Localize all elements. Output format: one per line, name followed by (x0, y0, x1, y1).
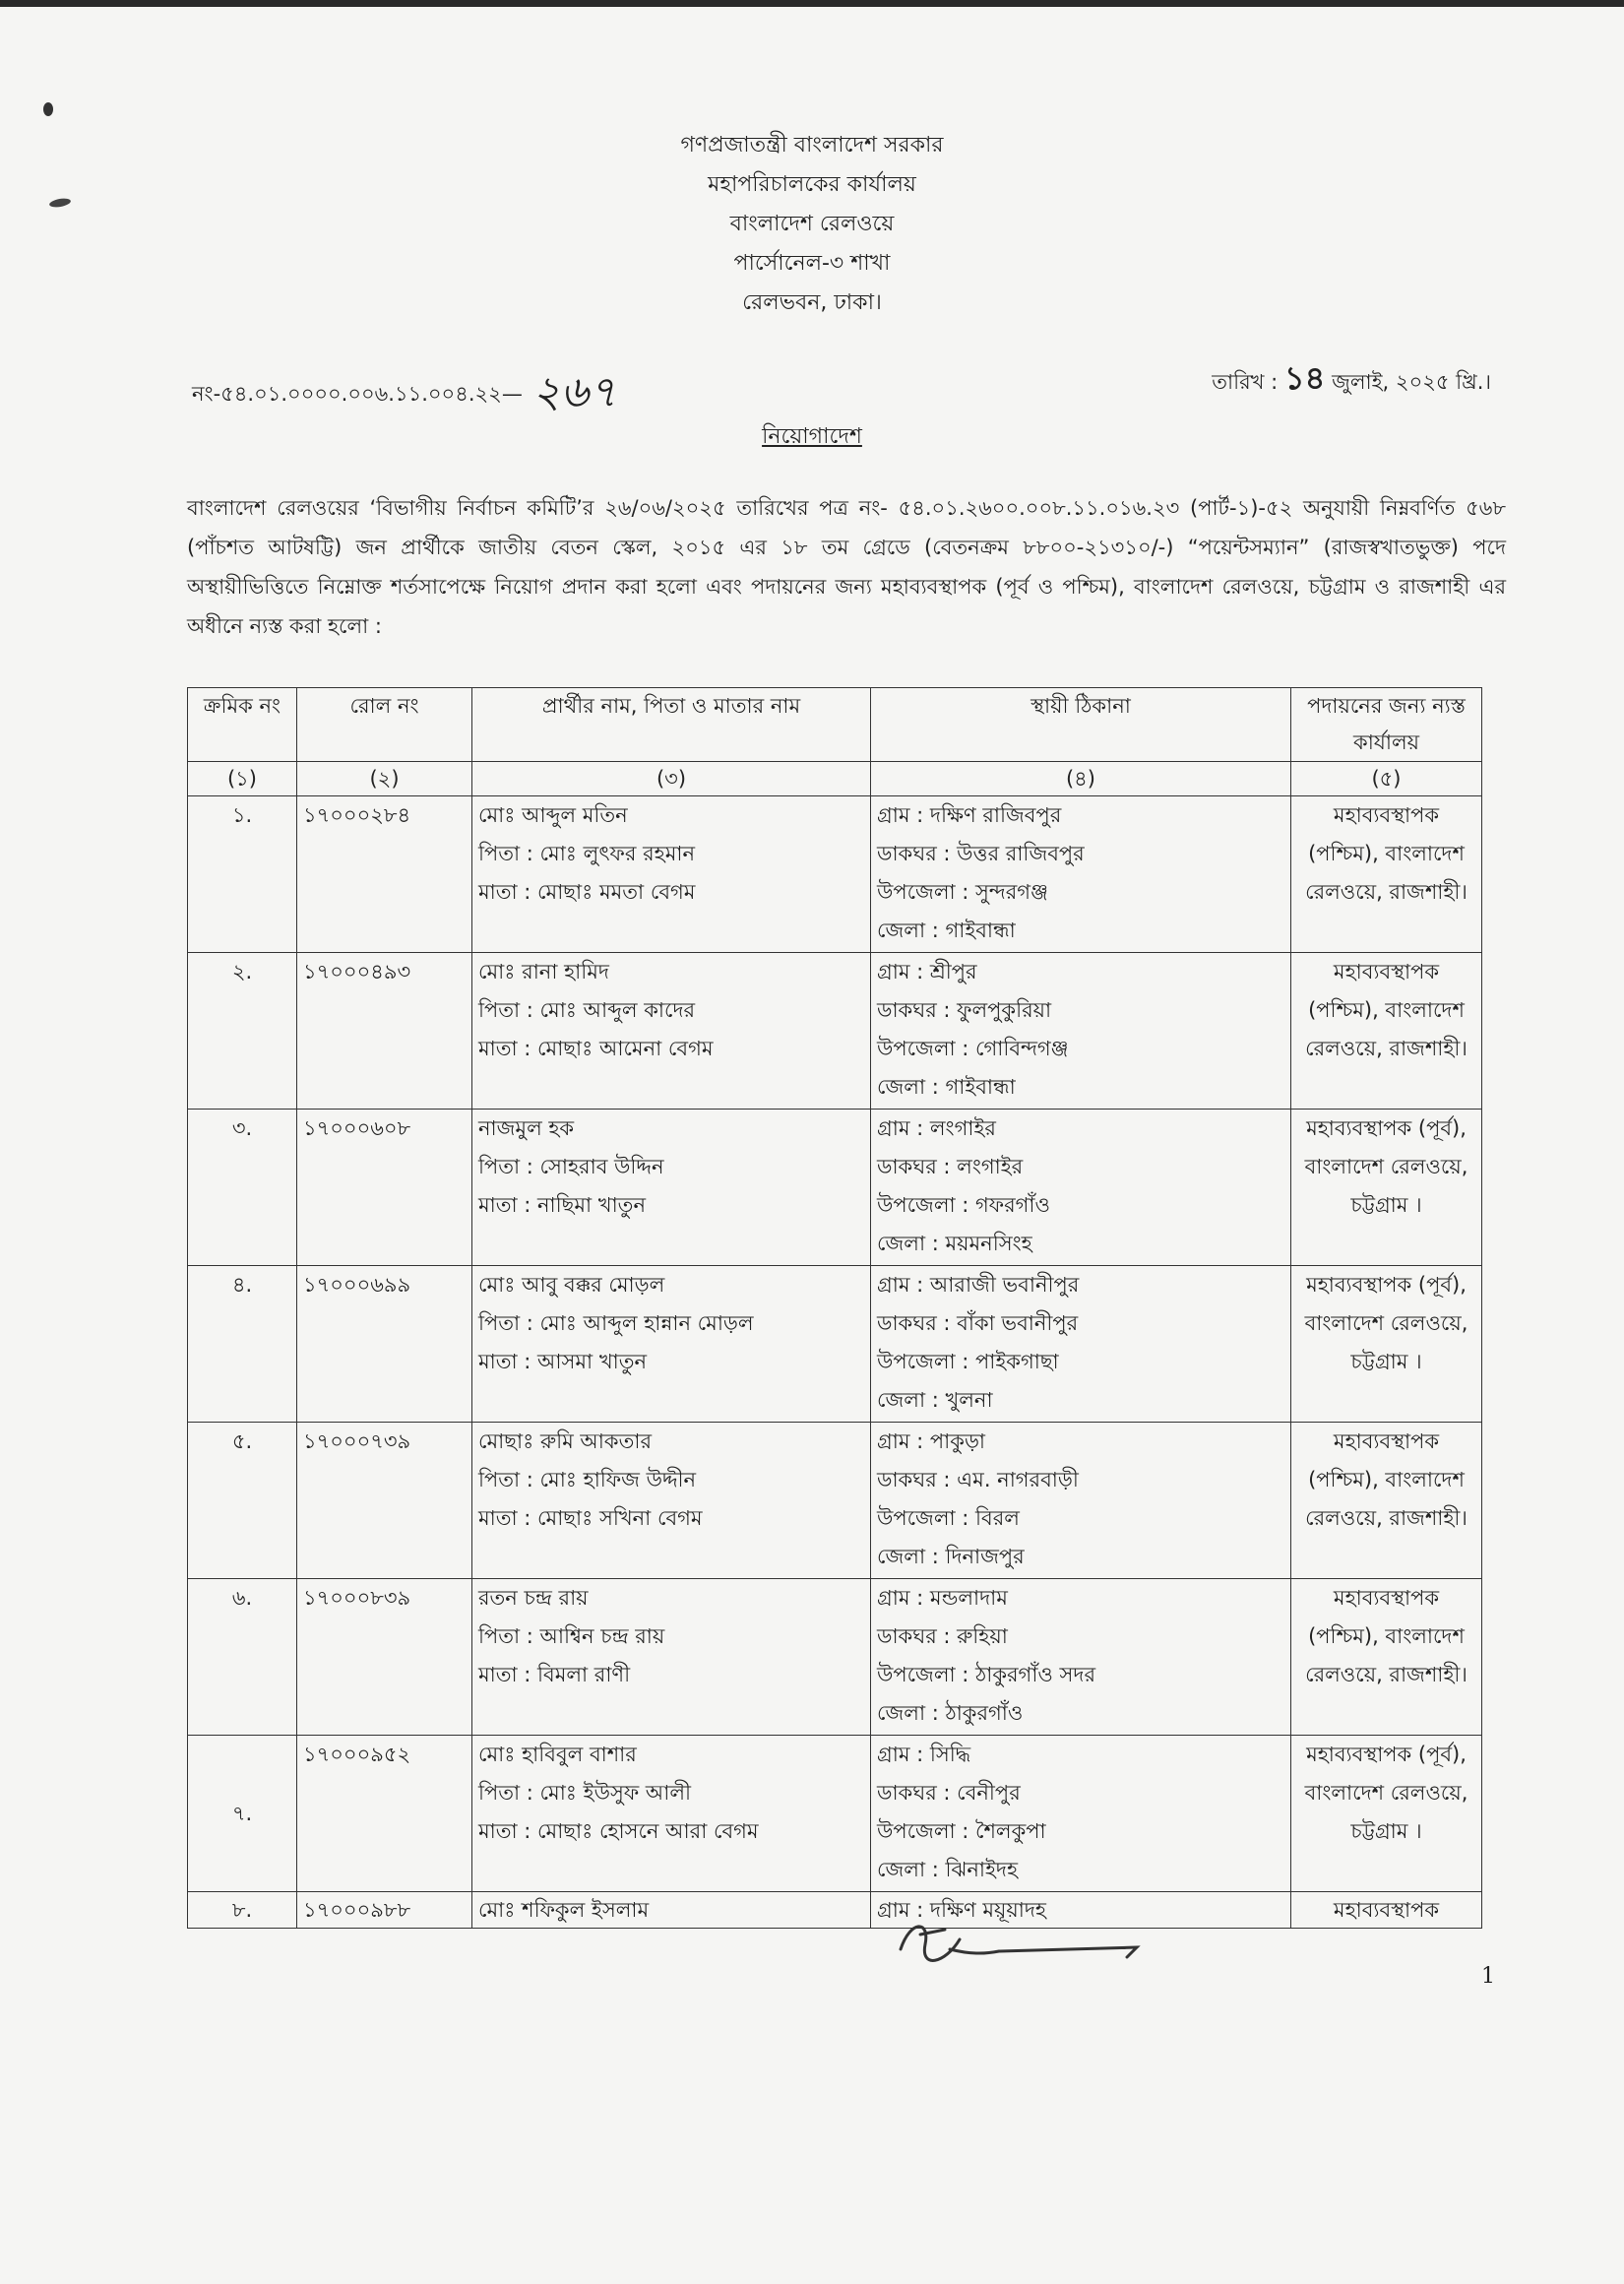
name-cell (472, 1266, 871, 1423)
serial-cell: ৭. (188, 1736, 297, 1892)
name-cell (472, 1892, 871, 1929)
village: গ্রাম : দক্ষিণ রাজিবপুর (877, 803, 1062, 827)
mother-name: মাতা : বিমলা রাণী (478, 1663, 631, 1686)
memo-number: নং-৫৪.০১.০০০০.০০৬.১১.০০৪.২২— (192, 382, 523, 406)
upazila: উপজেলা : ঠাকুরগাঁও সদর (877, 1663, 1095, 1686)
table-row (188, 1892, 1482, 1929)
mother-name: মাতা : মোছাঃ সখিনা বেগম (478, 1506, 703, 1530)
village: গ্রাম : শ্রীপুর (877, 960, 977, 983)
district: জেলা : ঝিনাইদহ (877, 1858, 1018, 1881)
office-cell: মহাব্যবস্থাপক (পশ্চিম), বাংলাদেশ রেলওয়ে, রাজশাহী। (1291, 953, 1482, 1110)
table-row (188, 1736, 1482, 1892)
handwritten-memo-number: ২৬৭ (531, 367, 617, 417)
district: জেলা : গাইবান্ধা (877, 1075, 1016, 1099)
office-cell: মহাব্যবস্থাপক (পূর্ব), বাংলাদেশ রেলওয়ে, চট্টগ্রাম । (1291, 1110, 1482, 1266)
candidate-name: মোঃ আব্দুল মতিন (478, 803, 628, 827)
signature-mark (891, 1910, 1147, 1979)
order-title-text: নিয়োগাদেশ (762, 424, 862, 449)
serial-cell: ২. (188, 953, 297, 1110)
serial-cell: ৬. (188, 1579, 297, 1736)
post-office: ডাকঘর : এম. নাগরবাড়ী (877, 1468, 1079, 1491)
candidate-name: মোঃ রানা হামিদ (478, 960, 609, 983)
table-row (188, 1579, 1482, 1736)
father-name: পিতা : সোহরাব উদ্দিন (478, 1155, 664, 1178)
upazila: উপজেলা : সুন্দরগঞ্জ (877, 880, 1048, 904)
order-body: বাংলাদেশ রেলওয়ের ‘বিভাগীয় নির্বাচন কমিটি’র ২৬/০৬/২০২৫ তারিখের পত্র নং- ৫৪.০১.২৬০০.০০৮.১১.০১৬.২৩ (পার্ট-১)-৫২ অনুযায়ী নিম্নবর্ণিত ৫৬৮ (পাঁচশত আটষট্টি) জন প্রার্থীকে জাতীয় বেতন স্কেল, ২০১৫ এর ১৮ তম গ্রেডে (বেতনক্রম ৮৮০০-২১৩১০/-) “পয়েন্টসম্যান” (রাজস্বখাতভুক্ত) পদে অস্থায়ীভিত্তিতে নিম্নোক্ত শর্তসাপেক্ষে নিয়োগ প্রদান করা হলো এবং পদায়নের জন্য মহাব্যবস্থাপক (পূর্ব ও পশ্চিম), বাংলাদেশ রেলওয়ে, চট্টগ্রাম ও রাজশাহী এর অধীনে ন্যস্ত করা হলো : (187, 496, 1506, 638)
upazila: উপজেলা : বিরল (877, 1506, 1020, 1530)
mother-name: মাতা : মোছাঃ হোসনে আরা বেগম (478, 1819, 759, 1843)
mother-name: মাতা : মোছাঃ আমেনা বেগম (478, 1037, 714, 1060)
village: গ্রাম : লংগাইর (877, 1116, 996, 1140)
post-office: ডাকঘর : বেনীপুর (877, 1781, 1021, 1805)
upazila: উপজেলা : গফরগাঁও (877, 1193, 1050, 1217)
handwritten-day: ১৪ (1283, 359, 1326, 397)
office-cell: মহাব্যবস্থাপক (পশ্চিম), বাংলাদেশ রেলওয়ে, রাজশাহী। (1291, 1423, 1482, 1579)
address-cell (871, 1736, 1291, 1892)
table-row (188, 796, 1482, 953)
serial-cell: ৪. (188, 1266, 297, 1423)
table-header-row (188, 688, 1482, 762)
letterhead-line: বাংলাদেশ রেলওয়ে (729, 212, 895, 236)
header-name: প্রার্থীর নাম, পিতা ও মাতার নাম (472, 688, 871, 762)
name-cell (472, 1110, 871, 1266)
post-office: ডাকঘর : রুহিয়া (877, 1624, 1008, 1648)
index-cell: (৪) (871, 762, 1291, 796)
district: জেলা : গাইবান্ধা (877, 919, 1016, 942)
name-cell (472, 953, 871, 1110)
table-row (188, 1110, 1482, 1266)
district: জেলা : ঠাকুরগাঁও (877, 1701, 1024, 1725)
office-cell: মহাব্যবস্থাপক (পশ্চিম), বাংলাদেশ রেলওয়ে, রাজশাহী। (1291, 1579, 1482, 1736)
father-name: পিতা : মোঃ আব্দুল কাদের (478, 998, 696, 1022)
candidate-name: মোছাঃ রুমি আকতার (478, 1429, 652, 1453)
index-cell: (১) (188, 762, 297, 796)
father-name: পিতা : মোঃ ইউসুফ আলী (478, 1781, 692, 1805)
upazila: উপজেলা : শৈলকুপা (877, 1819, 1046, 1843)
table-row (188, 953, 1482, 1110)
post-office: ডাকঘর : উত্তর রাজিবপুর (877, 842, 1085, 865)
roll-cell: ১৭০০০৬৯৯ (297, 1266, 472, 1423)
date-month-year: জুলাই, ২০২৫ খ্রি.। (1332, 370, 1491, 394)
roll-cell: ১৭০০০৯৫২ (297, 1736, 472, 1892)
roll-cell: ১৭০০০৮৩৯ (297, 1579, 472, 1736)
name-cell (472, 796, 871, 953)
page-number: 1 (1481, 1964, 1495, 1989)
village: গ্রাম : দক্ষিণ ময়ূয়াদহ (877, 1898, 1046, 1922)
post-office: ডাকঘর : ফুলপুকুরিয়া (877, 998, 1052, 1022)
district: জেলা : দিনাজপুর (877, 1545, 1025, 1568)
roll-cell: ১৭০০০৬০৮ (297, 1110, 472, 1266)
office-cell: মহাব্যবস্থাপক (পূর্ব), বাংলাদেশ রেলওয়ে, চট্টগ্রাম । (1291, 1266, 1482, 1423)
father-name: পিতা : মোঃ লুৎফর রহমান (478, 842, 695, 865)
name-cell (472, 1736, 871, 1892)
address-cell (871, 1266, 1291, 1423)
address-cell (871, 1423, 1291, 1579)
reference-number (192, 353, 617, 425)
serial-cell: ৩. (188, 1110, 297, 1266)
village: গ্রাম : মন্ডলাদাম (877, 1586, 1008, 1610)
father-name: পিতা : আশ্বিন চন্দ্র রায় (478, 1624, 665, 1648)
post-office: ডাকঘর : লংগাইর (877, 1155, 1024, 1178)
upazila: উপজেলা : গোবিন্দগঞ্জ (877, 1037, 1069, 1060)
appointee-table (187, 687, 1482, 1929)
index-cell: (৩) (472, 762, 871, 796)
date-label: তারিখ : (1212, 370, 1279, 394)
roll-cell: ১৭০০০২৮৪ (297, 796, 472, 953)
letterhead-line: মহাপরিচালকের কার্যালয় (708, 172, 916, 197)
office-cell: মহাব্যবস্থাপক (1291, 1892, 1482, 1929)
serial-cell: ১. (188, 796, 297, 953)
address-cell (871, 796, 1291, 953)
candidate-name: মোঃ হাবিবুল বাশার (478, 1743, 637, 1766)
top-border (0, 0, 1624, 7)
roll-cell: ১৭০০০৪৯৩ (297, 953, 472, 1110)
table-index-row (188, 762, 1482, 796)
address-cell (871, 1110, 1291, 1266)
header-roll: রোল নং (297, 688, 472, 762)
district: জেলা : ময়মনসিংহ (877, 1232, 1032, 1255)
office-cell: মহাব্যবস্থাপক (পূর্ব), বাংলাদেশ রেলওয়ে, চট্টগ্রাম । (1291, 1736, 1482, 1892)
address-cell (871, 953, 1291, 1110)
header-address: স্থায়ী ঠিকানা (871, 688, 1291, 762)
table-row (188, 1266, 1482, 1423)
letterhead (0, 126, 1624, 323)
candidate-name: রতন চন্দ্র রায় (478, 1586, 589, 1610)
issue-date (1212, 353, 1491, 407)
index-cell: (২) (297, 762, 472, 796)
name-cell (472, 1423, 871, 1579)
father-name: পিতা : মোঃ হাফিজ উদ্দীন (478, 1468, 697, 1491)
order-title (0, 419, 1624, 456)
address-cell (871, 1579, 1291, 1736)
father-name: পিতা : মোঃ আব্দুল হান্নান মোড়ল (478, 1311, 754, 1335)
office-cell: মহাব্যবস্থাপক (পশ্চিম), বাংলাদেশ রেলওয়ে, রাজশাহী। (1291, 796, 1482, 953)
letterhead-line: গণপ্রজাতন্ত্রী বাংলাদেশ সরকার (680, 133, 944, 158)
table-row (188, 1423, 1482, 1579)
candidate-name: নাজমুল হক (478, 1116, 575, 1140)
village: গ্রাম : পাকুড়া (877, 1429, 986, 1453)
candidate-name: মোঃ আবু বক্কর মোড়ল (478, 1273, 665, 1297)
upazila: উপজেলা : পাইকগাছা (877, 1350, 1059, 1373)
village: গ্রাম : সিদ্ধি (877, 1743, 971, 1766)
header-serial: ক্রমিক নং (188, 688, 297, 762)
serial-cell: ৮. (188, 1892, 297, 1929)
letterhead-line: পার্সোনেল-৩ শাখা (733, 251, 891, 276)
village: গ্রাম : আরাজী ভবানীপুর (877, 1273, 1080, 1297)
candidate-name: মোঃ শফিকুল ইসলাম (478, 1898, 650, 1922)
roll-cell: ১৭০০০৭৩৯ (297, 1423, 472, 1579)
scan-mark (43, 102, 53, 116)
reference-row (192, 340, 1491, 417)
district: জেলা : খুলনা (877, 1388, 993, 1412)
index-cell: (৫) (1291, 762, 1482, 796)
letterhead-line: রেলভবন, ঢাকা। (742, 290, 882, 315)
serial-cell: ৫. (188, 1423, 297, 1579)
mother-name: মাতা : নাছিমা খাতুন (478, 1193, 646, 1217)
mother-name: মাতা : মোছাঃ মমতা বেগম (478, 880, 696, 904)
roll-cell: ১৭০০০৯৮৮ (297, 1892, 472, 1929)
header-office: পদায়নের জন্য ন্যস্ত কার্যালয় (1291, 688, 1482, 762)
post-office: ডাকঘর : বাঁকা ভবানীপুর (877, 1311, 1079, 1335)
name-cell (472, 1579, 871, 1736)
mother-name: মাতা : আসমা খাতুন (478, 1350, 647, 1373)
